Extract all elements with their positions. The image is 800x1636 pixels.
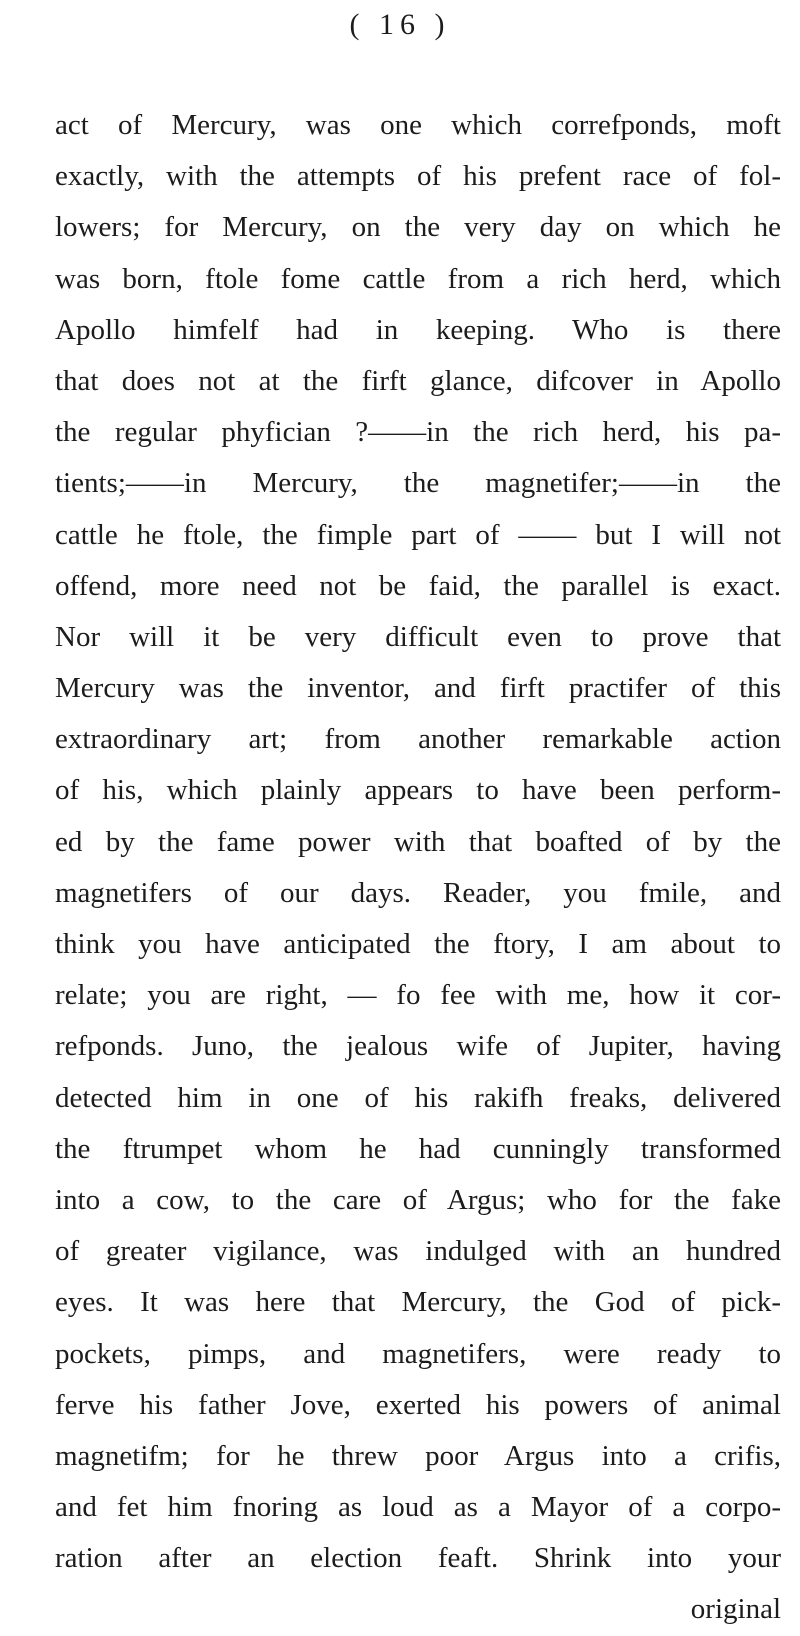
text-line: think you have anticipated the ftory, I am about to [55, 928, 781, 960]
text-line: exactly, with the attempts of his prefent race of fol- [55, 160, 781, 193]
text-line: pockets, pimps, and magnetifers, were ready to [55, 1337, 781, 1370]
text-line: magnetifers of our days. Reader, you fmile, and [55, 876, 781, 909]
text-line: eyes. It was here that Mercury, the God of pick- [55, 1286, 781, 1319]
text-line: Apollo himfelf had in keeping. Who is there [55, 313, 781, 346]
text-line: lowers; for Mercury, on the very day on which he [55, 211, 781, 244]
text-line: cattle he ftole, the fimple part of —— but I will not [55, 518, 781, 551]
text-line: of greater vigilance, was indulged with an hundred [55, 1235, 781, 1268]
text-line: detected him in one of his rakifh freaks, delivered [55, 1081, 781, 1114]
page-number: ( 16 ) [349, 8, 451, 41]
text-line: Nor will it be very difficult even to prove that [55, 620, 781, 653]
text-line: tients;——in Mercury, the magnetifer;——in the [55, 467, 781, 500]
text-line: and fet him fnoring as loud as a Mayor of a corpo- [55, 1491, 781, 1524]
text-line: relate; you are right, — fo fee with me, how it cor- [55, 979, 781, 1012]
text-line: the regular phyfician ?——in the rich herd, his pa- [55, 416, 781, 449]
text-line: refponds. Juno, the jealous wife of Jupiter, having [55, 1030, 781, 1063]
text-line: of his, which plainly appears to have been perform- [55, 774, 781, 807]
text-line: extraordinary art; from another remarkable action [55, 723, 781, 756]
text-line: ration after an election feaft. Shrink into your [55, 1542, 781, 1575]
text-line: Mercury was the inventor, and firft practifer of this [55, 672, 781, 705]
text-line: ferve his father Jove, exerted his powers of animal [55, 1388, 781, 1421]
text-line: offend, more need not be faid, the parallel is exact. [55, 569, 781, 602]
text-line: into a cow, to the care of Argus; who for the fake [55, 1183, 781, 1216]
text-line: the ftrumpet whom he had cunningly transformed [55, 1132, 781, 1165]
text-line: act of Mercury, was one which correfponds, moft [55, 109, 781, 141]
text-line: that does not at the firft glance, difcover in Apollo [55, 364, 781, 397]
catchword: original [690, 1593, 781, 1626]
body-text [55, 100, 781, 1636]
text-line: ed by the fame power with that boafted of by the [55, 825, 781, 858]
text-line: was born, ftole fome cattle from a rich herd, which [55, 262, 781, 295]
text-line: magnetifm; for he threw poor Argus into a crifis, [55, 1439, 781, 1472]
